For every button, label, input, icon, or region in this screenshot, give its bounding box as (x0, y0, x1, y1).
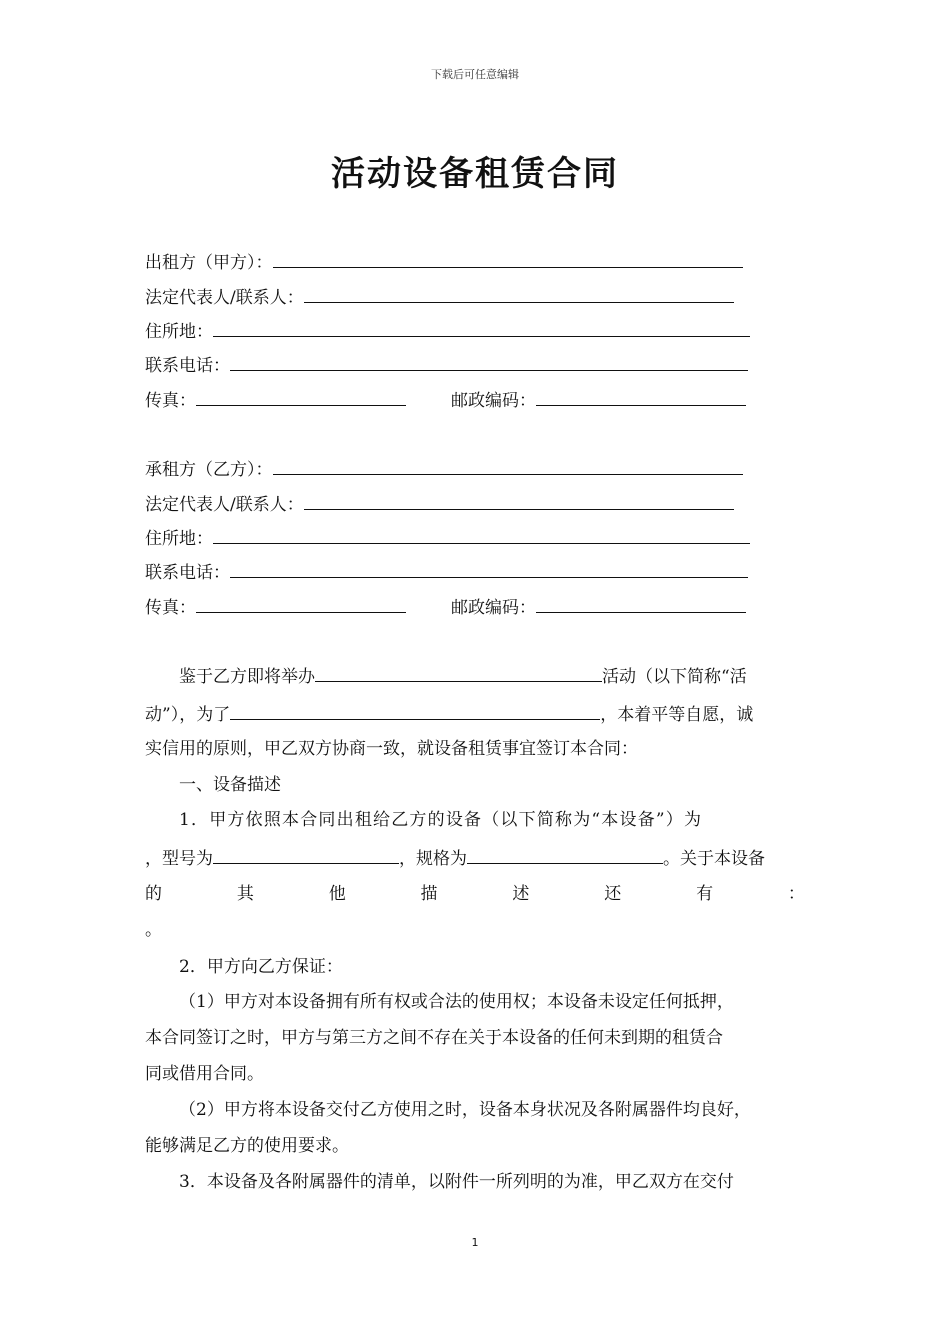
item-text: ，规格为 (399, 849, 467, 869)
item-2-2-line-2: 能够满足乙方的使用要求。 (145, 1136, 349, 1156)
lessee-address-blank (213, 525, 750, 544)
lessor-fax-blank (196, 387, 406, 406)
lessor-party-blank (273, 249, 743, 268)
lessor-phone-blank (230, 352, 748, 371)
lessee-party-blank (273, 456, 743, 475)
lessee-fax-row (145, 594, 406, 620)
item-1-line-2 (145, 845, 765, 871)
spaced-char: 的 (145, 884, 162, 904)
lessee-phone-blank (230, 559, 748, 578)
intro-line-2 (145, 701, 753, 727)
item-2-2-line-1: （2）甲方将本设备交付乙方使用之时，设备本身状况及各附属器件均良好， (179, 1100, 751, 1120)
item-1-line-1: 1．甲方依照本合同出租给乙方的设备（以下简称为“本设备”）为 (179, 810, 703, 830)
intro-text: 动”），为了 (145, 705, 231, 725)
item-2-1-line-3: 同或借用合同。 (145, 1064, 264, 1084)
lessor-phone-row (145, 352, 748, 378)
lessee-address-label: 住所地： (145, 529, 213, 549)
lessor-fax-label: 传真： (145, 391, 196, 411)
lessor-postcode-blank (536, 387, 746, 406)
intro-line-3: 实信用的原则，甲乙双方协商一致，就设备租赁事宜签订本合同： (145, 739, 638, 759)
intro-text: 活动（以下简称“活 (602, 667, 747, 687)
lessor-address-blank (213, 318, 750, 337)
lessee-postcode-blank (536, 594, 746, 613)
lessor-rep-blank (304, 284, 734, 303)
lessee-party-label: 承租方（乙方）： (145, 460, 273, 480)
lessor-postcode-label: 邮政编码： (451, 391, 536, 411)
header-note: 下载后可任意编辑 (431, 68, 519, 81)
lessee-rep-blank (304, 491, 734, 510)
lessor-rep-row (145, 284, 734, 310)
item-text: ，型号为 (145, 849, 213, 869)
lessor-party-label: 出租方（甲方）： (145, 253, 273, 273)
lessee-rep-label: 法定代表人/联系人： (145, 495, 304, 515)
lessor-party-row (145, 249, 743, 275)
lessee-party-row (145, 456, 743, 482)
purpose-blank (230, 701, 600, 720)
intro-text: 鉴于乙方即将举办 (179, 667, 315, 687)
item-1-line-4: 。 (145, 920, 162, 940)
lessee-fax-blank (196, 594, 406, 613)
spaced-char: 还 (604, 884, 622, 904)
lessee-postcode-label: 邮政编码： (451, 598, 536, 618)
model-blank (213, 845, 399, 864)
item-text: 。关于本设备 (663, 849, 765, 869)
spaced-char: ： (787, 884, 805, 904)
spaced-char: 其 (236, 884, 254, 904)
item-1-line-3 (145, 882, 805, 906)
item-2: 2．甲方向乙方保证： (179, 957, 343, 977)
spaced-char: 有 (696, 884, 714, 904)
activity-name-blank (315, 663, 602, 682)
item-2-1-line-1: （1）甲方对本设备拥有所有权或合法的使用权；本设备未设定任何抵押， (179, 992, 734, 1012)
item-2-1-line-2: 本合同签订之时，甲方与第三方之间不存在关于本设备的任何未到期的租赁合 (145, 1028, 723, 1048)
intro-text: ，本着平等自愿，诚 (600, 705, 754, 725)
lessee-fax-label: 传真： (145, 598, 196, 618)
lessor-rep-label: 法定代表人/联系人： (145, 288, 304, 308)
page-title: 活动设备租赁合同 (331, 154, 619, 194)
lessee-rep-row (145, 491, 734, 517)
lessee-address-row (145, 525, 750, 551)
spec-blank (467, 845, 663, 864)
lessor-address-row (145, 318, 750, 344)
section-heading: 一、设备描述 (179, 775, 281, 795)
lessor-address-label: 住所地： (145, 322, 213, 342)
lessor-postcode-row (451, 387, 746, 413)
spaced-char: 描 (420, 884, 438, 904)
lessee-phone-label: 联系电话： (145, 563, 230, 583)
lessee-postcode-row (451, 594, 746, 620)
lessee-phone-row (145, 559, 748, 585)
spaced-char: 他 (328, 884, 346, 904)
item-3-line-1: 3．本设备及各附属器件的清单，以附件一所列明的为准，甲乙双方在交付 (179, 1172, 734, 1192)
spaced-char: 述 (512, 884, 530, 904)
page-number: 1 (471, 1236, 479, 1249)
lessor-phone-label: 联系电话： (145, 356, 230, 376)
intro-line-1 (179, 663, 747, 689)
lessor-fax-row (145, 387, 406, 413)
